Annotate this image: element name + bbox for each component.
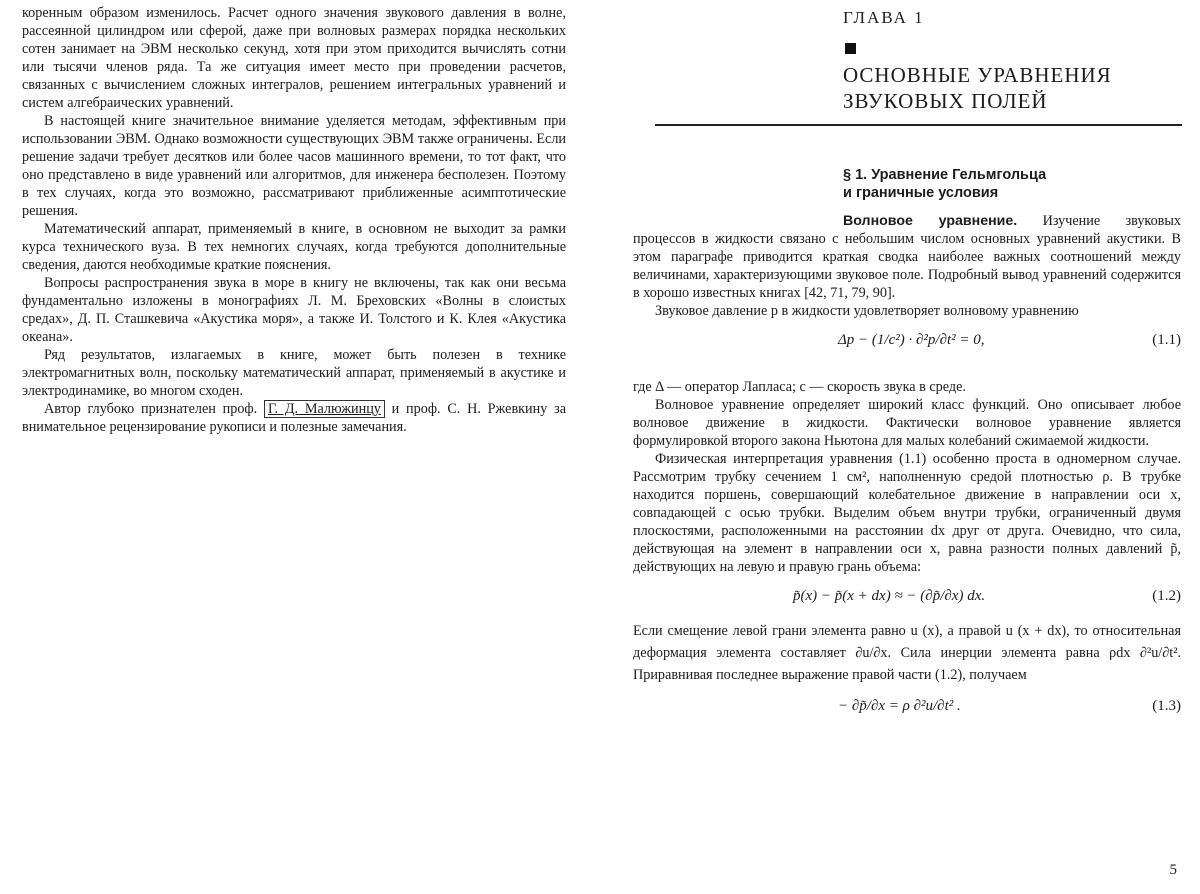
equation: − ∂p̃/∂x = ρ ∂²u/∂t² . <box>838 698 961 714</box>
section-heading-line: и граничные условия <box>843 185 999 201</box>
page-number: 5 <box>1169 862 1177 878</box>
paragraph: Вопросы распространения звука в море в книгу не включены, так как они весьма фундаментально изложены в монографиях Л. М. Бреховских «Волны в слоистых средах», Д. П. Сташкевича «Акустика моря», а также И. Толстого и К. Клея «Акустика океана». <box>22 275 566 345</box>
section-heading <box>843 166 1046 202</box>
chapter-square-marker <box>845 43 856 54</box>
paragraph: где Δ — оператор Лапласа; c — скорость звука в среде. <box>633 379 966 395</box>
chapter-title-line: ЗВУКОВЫХ ПОЛЕЙ <box>843 89 1048 113</box>
paragraph: Физическая интерпретация уравнения (1.1) особенно проста в одномерном случае. Рассмотрим трубку сечением 1 см², наполненную средой плотностью ρ. В трубке находится поршень, совершающий колебательное движение в направлении оси x, совпадающей с осью трубки. Выделим объем внутри трубки, ограниченный двумя плоскостями, расположенными на расстоянии dx друг от друга. Очевидно, что сила, действующая на элемент в направлении оси x, равна разности полных давлений p̃, действующих на левую и правую грань объема: <box>633 451 1181 575</box>
section-heading-line: § 1. Уравнение Гельмгольца <box>843 167 1047 183</box>
equation: p̃(x) − p̃(x + dx) ≈ − (∂p̃/∂x) dx. <box>793 588 986 604</box>
paragraph: Ряд результатов, излагаемых в книге, может быть полезен в технике электромагнитных волн, поскольку математический аппарат, применяемый в акустике и электродинамике, во многом сходен. <box>22 347 566 399</box>
equation: Δp − (1/c²) · ∂²p/∂t² = 0, <box>838 332 985 348</box>
chapter-label: ГЛАВА 1 <box>843 8 925 27</box>
paragraph: Если смещение левой грани элемента равно u (x), а правой u (x + dx), то относительная деформация элемента составляет ∂u/∂x. Сила инерции элемента равна ρdx ∂²u/∂t². Приравнивая последнее выражение правой части (1.2), получаем <box>633 623 1181 683</box>
equation-1-2 <box>633 578 1181 618</box>
paragraph: В настоящей книге значительное внимание уделяется методам, эффективным при использовании ЭВМ. Однако возможности существующих ЭВМ также ограничены. Если решение задачи требует десятков или более часов машинного времени, то тот факт, что оно представлено в виде уравнений или алгоритмов, для инженера бесполезен. Поэтому в тех случаях, когда это возможно, рассматривают приближенные асимптотические решения. <box>22 113 566 219</box>
left-page <box>22 0 566 436</box>
equation-1-1 <box>633 322 1181 362</box>
run-in-heading: Волновое уравнение. <box>843 213 1018 229</box>
equation-1-3 <box>633 688 1181 728</box>
chapter-title-line: ОСНОВНЫЕ УРАВНЕНИЯ <box>843 63 1112 87</box>
spacer <box>633 364 1181 378</box>
ack-text-after: и проф. С. Н. Ржевкину за внимательное рецензирование рукописи и полезные замечания. <box>22 401 567 435</box>
chapter-title <box>843 62 1112 114</box>
paragraph: Звуковое давление p в жидкости удовлетворяет волновому уравнению <box>655 303 1079 319</box>
acknowledgement-paragraph <box>22 400 566 436</box>
equation-number: (1.3) <box>1152 698 1181 714</box>
paragraph: коренным образом изменилось. Расчет одного значения звукового давления в волне, рассеянной цилиндром или сферой, даже при волновых размерах порядка нескольких сотен занимает на ЭВМ несколько секунд, хотя при этом приходится вычислять сотни или тысячи членов ряда. Та же ситуация имеет место при проведении расчетов, связанных с вычислением сложных интегралов, решением интегральных уравнений и систем алгебраических уравнений. <box>22 5 566 111</box>
equation-number: (1.2) <box>1152 588 1181 604</box>
equation-number: (1.1) <box>1152 332 1181 348</box>
ack-text-before: Автор глубоко признателен проф. <box>44 401 258 417</box>
chapter-rule <box>655 124 1182 126</box>
deceased-name-frame: Г. Д. Малюжинцу <box>264 400 385 418</box>
paragraph: Волновое уравнение определяет широкий класс функций. Оно описывает любое волновое движение в жидкости. Фактически волновое уравнение является формулировкой второго закона Ньютона для малых колебаний сжимаемой жидкости. <box>633 397 1181 449</box>
paragraph: Математический аппарат, применяемый в книге, в основном не выходит за рамки курса технического вуза. В тех немногих случаях, когда требуются дополнительные сведения, даются необходимые краткие пояснения. <box>22 221 566 273</box>
paragraph-text: Изучение звуковых процессов в жидкости связано с небольшим числом основных уравнений акустики. В этом параграфе приводится краткая сводка наиболее важных соотношений между величинами, характеризующими звуковое поле. Подробный вывод уравнений содержится в хорошо известных книгах [42, 71, 79, 90]. <box>633 213 1181 301</box>
paragraph <box>633 212 1181 302</box>
chapter-body <box>633 212 1181 730</box>
